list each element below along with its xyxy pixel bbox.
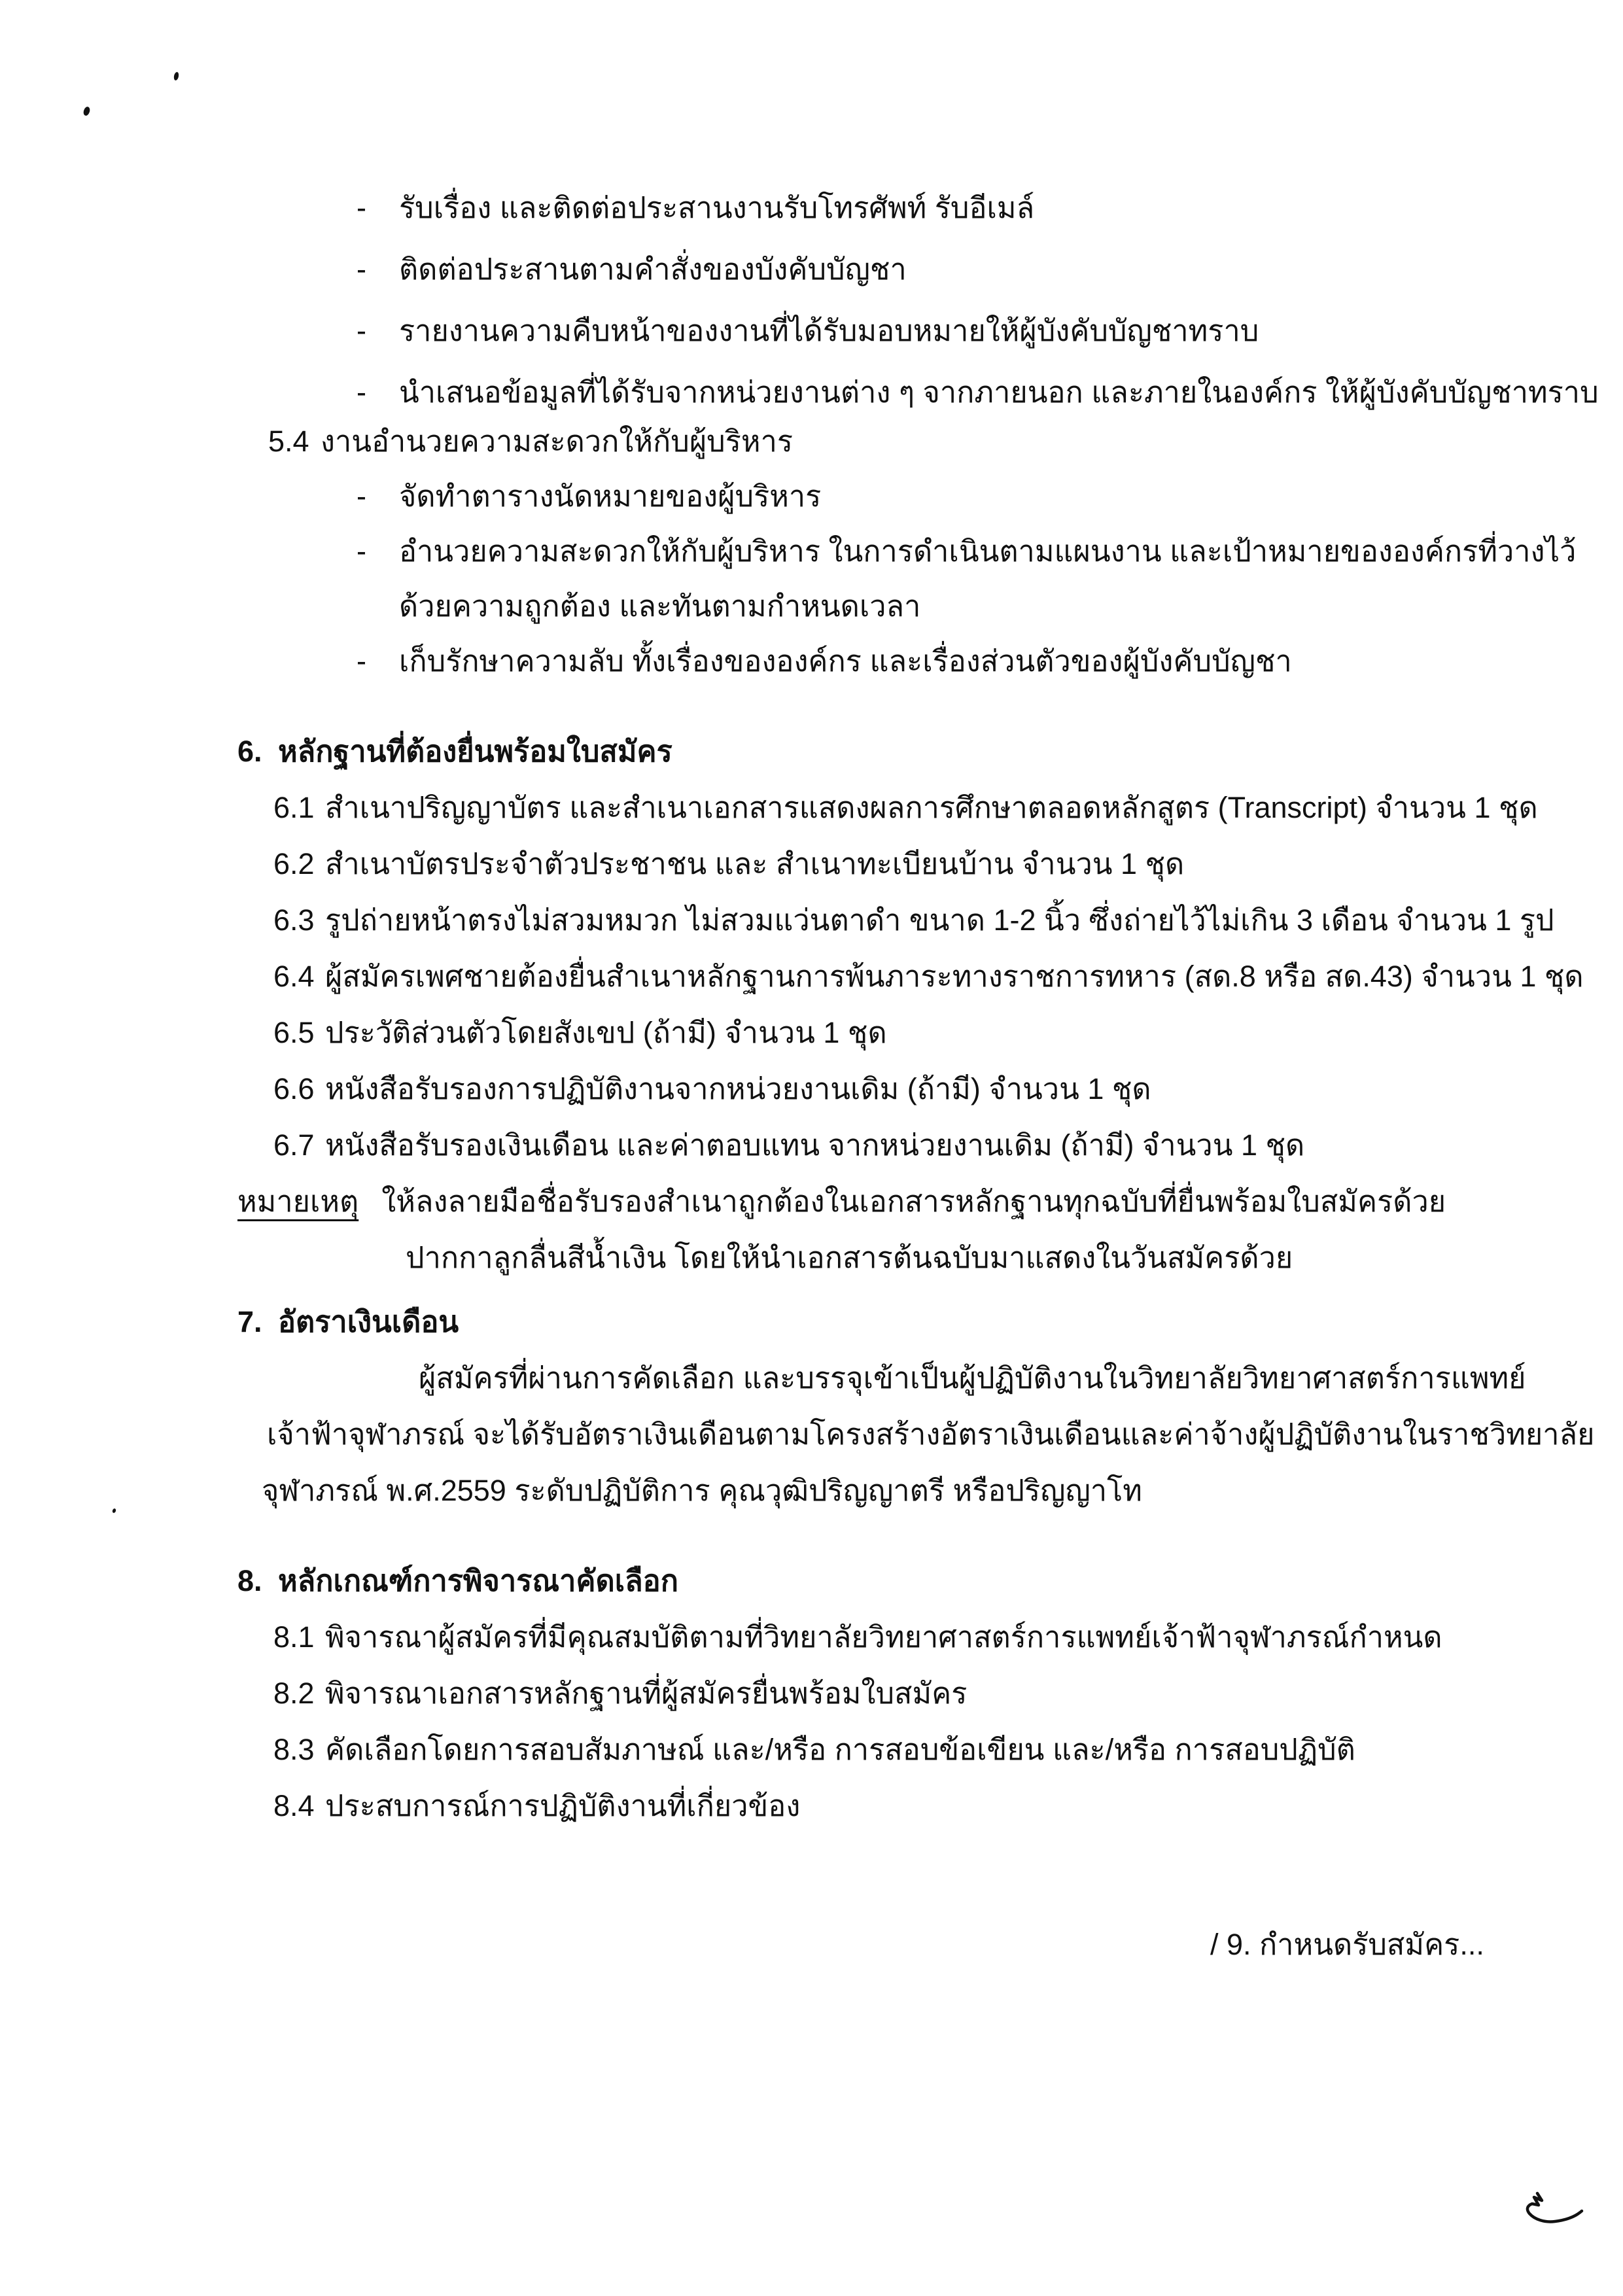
note-label: หมายเหตุ [237,1185,359,1218]
item-text: สำเนาปริญญาบัตร และสำเนาเอกสารแสดงผลการศึกษาตลอดหลักสูตร (Transcript) จำนวน 1 ชุด [325,791,1538,824]
signature-squiggle-icon [1523,2190,1586,2233]
numbered-item [0,1665,1442,1722]
list-item-text: รายงานความคืบหน้าของงานที่ได้รับมอบหมายให้ผู้บังคับบัญชาทราบ [399,314,1259,347]
paragraph-text: จุฬาภรณ์ พ.ศ.2559 ระดับปฏิบัติการ คุณวุฒิปริญญาตรี หรือปริญญาโท [262,1474,1142,1507]
section-title: หลักเกณฑ์การพิจารณาคัดเลือก [278,1564,678,1597]
item-number: 8.3 [273,1733,315,1766]
section-title: อัตราเงินเดือน [278,1305,459,1338]
list-item [0,524,1576,579]
list-item [0,300,1599,362]
list-item-text: อำนวยความสะดวกให้กับผู้บริหาร ในการดำเนินตามแผนงาน และเป้าหมายขององค์กรที่วางไว้ [399,534,1577,568]
item-number: 6.1 [273,791,315,824]
handwritten-initial-mark [1523,2190,1586,2240]
list-item [0,239,1599,300]
section-title: หลักฐานที่ต้องยื่นพร้อมใบสมัคร [278,735,672,768]
section-6-required-documents [0,723,1584,1286]
next-page-marker [1210,1917,1484,1973]
section-heading [0,723,1584,780]
item-text: ผู้สมัครเพศชายต้องยื่นสำเนาหลักฐานการพ้นภาระทางราชการทหาร (สด.8 หรือ สด.43) จำนวน 1 ชุด [325,960,1584,993]
numbered-item [0,1609,1442,1665]
note-text: ให้ลงลายมือชื่อรับรองสำเนาถูกต้องในเอกสารหลักฐานทุกฉบับที่ยื่นพร้อมใบสมัครด้วย [381,1185,1446,1218]
scan-speckle [82,106,91,116]
section-heading [0,1553,1442,1609]
dash-bullet: - [357,534,366,568]
item-text: หนังสือรับรองการปฏิบัติงานจากหน่วยงานเดิม (ถ้ามี) จำนวน 1 ชุด [325,1072,1151,1105]
dash-bullet: - [357,314,366,347]
dash-bullet: - [357,479,366,513]
section-7-salary [0,1294,1594,1519]
paragraph-text: เจ้าฟ้าจุฬาภรณ์ จะได้รับอัตราเงินเดือนตามโครงสร้างอัตราเงินเดือนและค่าจ้างผู้ปฏิบัติงานในราชวิทยาลัย [267,1418,1595,1451]
list-item-continuation [0,579,1576,634]
item-text: รูปถ่ายหน้าตรงไม่สวมหมวก ไม่สวมแว่นตาดำ ขนาด 1-2 นิ้ว ซึ่งถ่ายไว้ไม่เกิน 3 เดือน จำนวน 1 รูป [325,903,1554,937]
section-heading [0,1294,1594,1350]
item-number: 8.4 [273,1789,315,1822]
list-item-text: รับเรื่อง และติดต่อประสานงานรับโทรศัพท์ รับอีเมล์ [399,191,1035,224]
duty-bullet-list [0,177,1599,423]
list-item [0,469,1576,524]
numbered-item [0,836,1584,892]
numbered-item [0,780,1584,836]
item-number: 6.5 [273,1016,315,1049]
numbered-item [0,948,1584,1005]
list-item-text: นำเสนอข้อมูลที่ได้รับจากหน่วยงานต่าง ๆ จากภายนอก และภายในองค์กร ให้ผู้บังคับบัญชาทราบ [399,375,1599,409]
section-number: 6. [237,735,262,768]
dash-bullet: - [357,644,366,678]
numbered-item [0,1778,1442,1834]
note-text: ปากกาลูกลื่นสีน้ำเงิน โดยให้นำเอกสารต้นฉบับมาแสดงในวันสมัครด้วย [406,1241,1293,1274]
item-number: 6.4 [273,960,315,993]
item-text: พิจารณาเอกสารหลักฐานที่ผู้สมัครยื่นพร้อมใบสมัคร [325,1677,968,1710]
dash-bullet: - [357,191,366,224]
item-number: 8.1 [273,1620,315,1654]
numbered-item [0,892,1584,948]
item-number: 6.7 [273,1128,315,1162]
paragraph-text: ผู้สมัครที่ผ่านการคัดเลือก และบรรจุเข้าเป็นผู้ปฏิบัติงานในวิทยาลัยวิทยาศาสตร์การแพทย์ [419,1361,1526,1395]
next-page-marker-text: / 9. กำหนดรับสมัคร... [1210,1928,1484,1961]
item-text: ประวัติส่วนตัวโดยสังเขป (ถ้ามี) จำนวน 1 ชุด [325,1016,887,1049]
item-number: 6.2 [273,847,315,880]
list-item-text: จัดทำตารางนัดหมายของผู้บริหาร [399,479,822,513]
subsection-title: งานอำนวยความสะดวกให้กับผู้บริหาร [321,425,794,458]
numbered-item [0,1722,1442,1778]
item-text: สำเนาบัตรประจำตัวประชาชน และ สำเนาทะเบียนบ้าน จำนวน 1 ชุด [325,847,1185,880]
note-line [0,1230,1584,1286]
section-5-4 [0,414,1576,689]
item-text: หนังสือรับรองเงินเดือน และค่าตอบแทน จากหน่วยงานเดิม (ถ้ามี) จำนวน 1 ชุด [325,1128,1305,1162]
item-number: 8.2 [273,1677,315,1710]
subsection-number: 5.4 [268,425,309,458]
paragraph-line [0,1463,1594,1519]
list-item-text: ด้วยความถูกต้อง และทันตามกำหนดเวลา [399,589,921,623]
numbered-item [0,1117,1584,1174]
numbered-item [0,1061,1584,1117]
list-item [0,634,1576,689]
numbered-item [0,1005,1584,1061]
item-number: 6.3 [273,903,315,937]
section-number: 7. [237,1305,262,1338]
subsection-heading [0,414,1576,469]
note-line [0,1174,1584,1230]
paragraph-line [0,1350,1594,1406]
item-text: คัดเลือกโดยการสอบสัมภาษณ์ และ/หรือ การสอบข้อเขียน และ/หรือ การสอบปฏิบัติ [325,1733,1355,1766]
section-number: 8. [237,1564,262,1597]
item-number: 6.6 [273,1072,315,1105]
list-item [0,177,1599,239]
list-item-text: เก็บรักษาความลับ ทั้งเรื่องขององค์กร และเรื่องส่วนตัวของผู้บังคับบัญชา [399,644,1292,678]
scan-speckle [173,71,180,80]
dash-bullet: - [357,375,366,409]
list-item-text: ติดต่อประสานตามคำสั่งของบังคับบัญชา [399,252,907,286]
dash-bullet: - [357,252,366,286]
section-8-selection-criteria [0,1553,1442,1834]
item-text: พิจารณาผู้สมัครที่มีคุณสมบัติตามที่วิทยาลัยวิทยาศาสตร์การแพทย์เจ้าฟ้าจุฬาภรณ์กำหนด [325,1620,1442,1654]
item-text: ประสบการณ์การปฏิบัติงานที่เกี่ยวข้อง [325,1789,801,1822]
paragraph-line [0,1406,1594,1463]
